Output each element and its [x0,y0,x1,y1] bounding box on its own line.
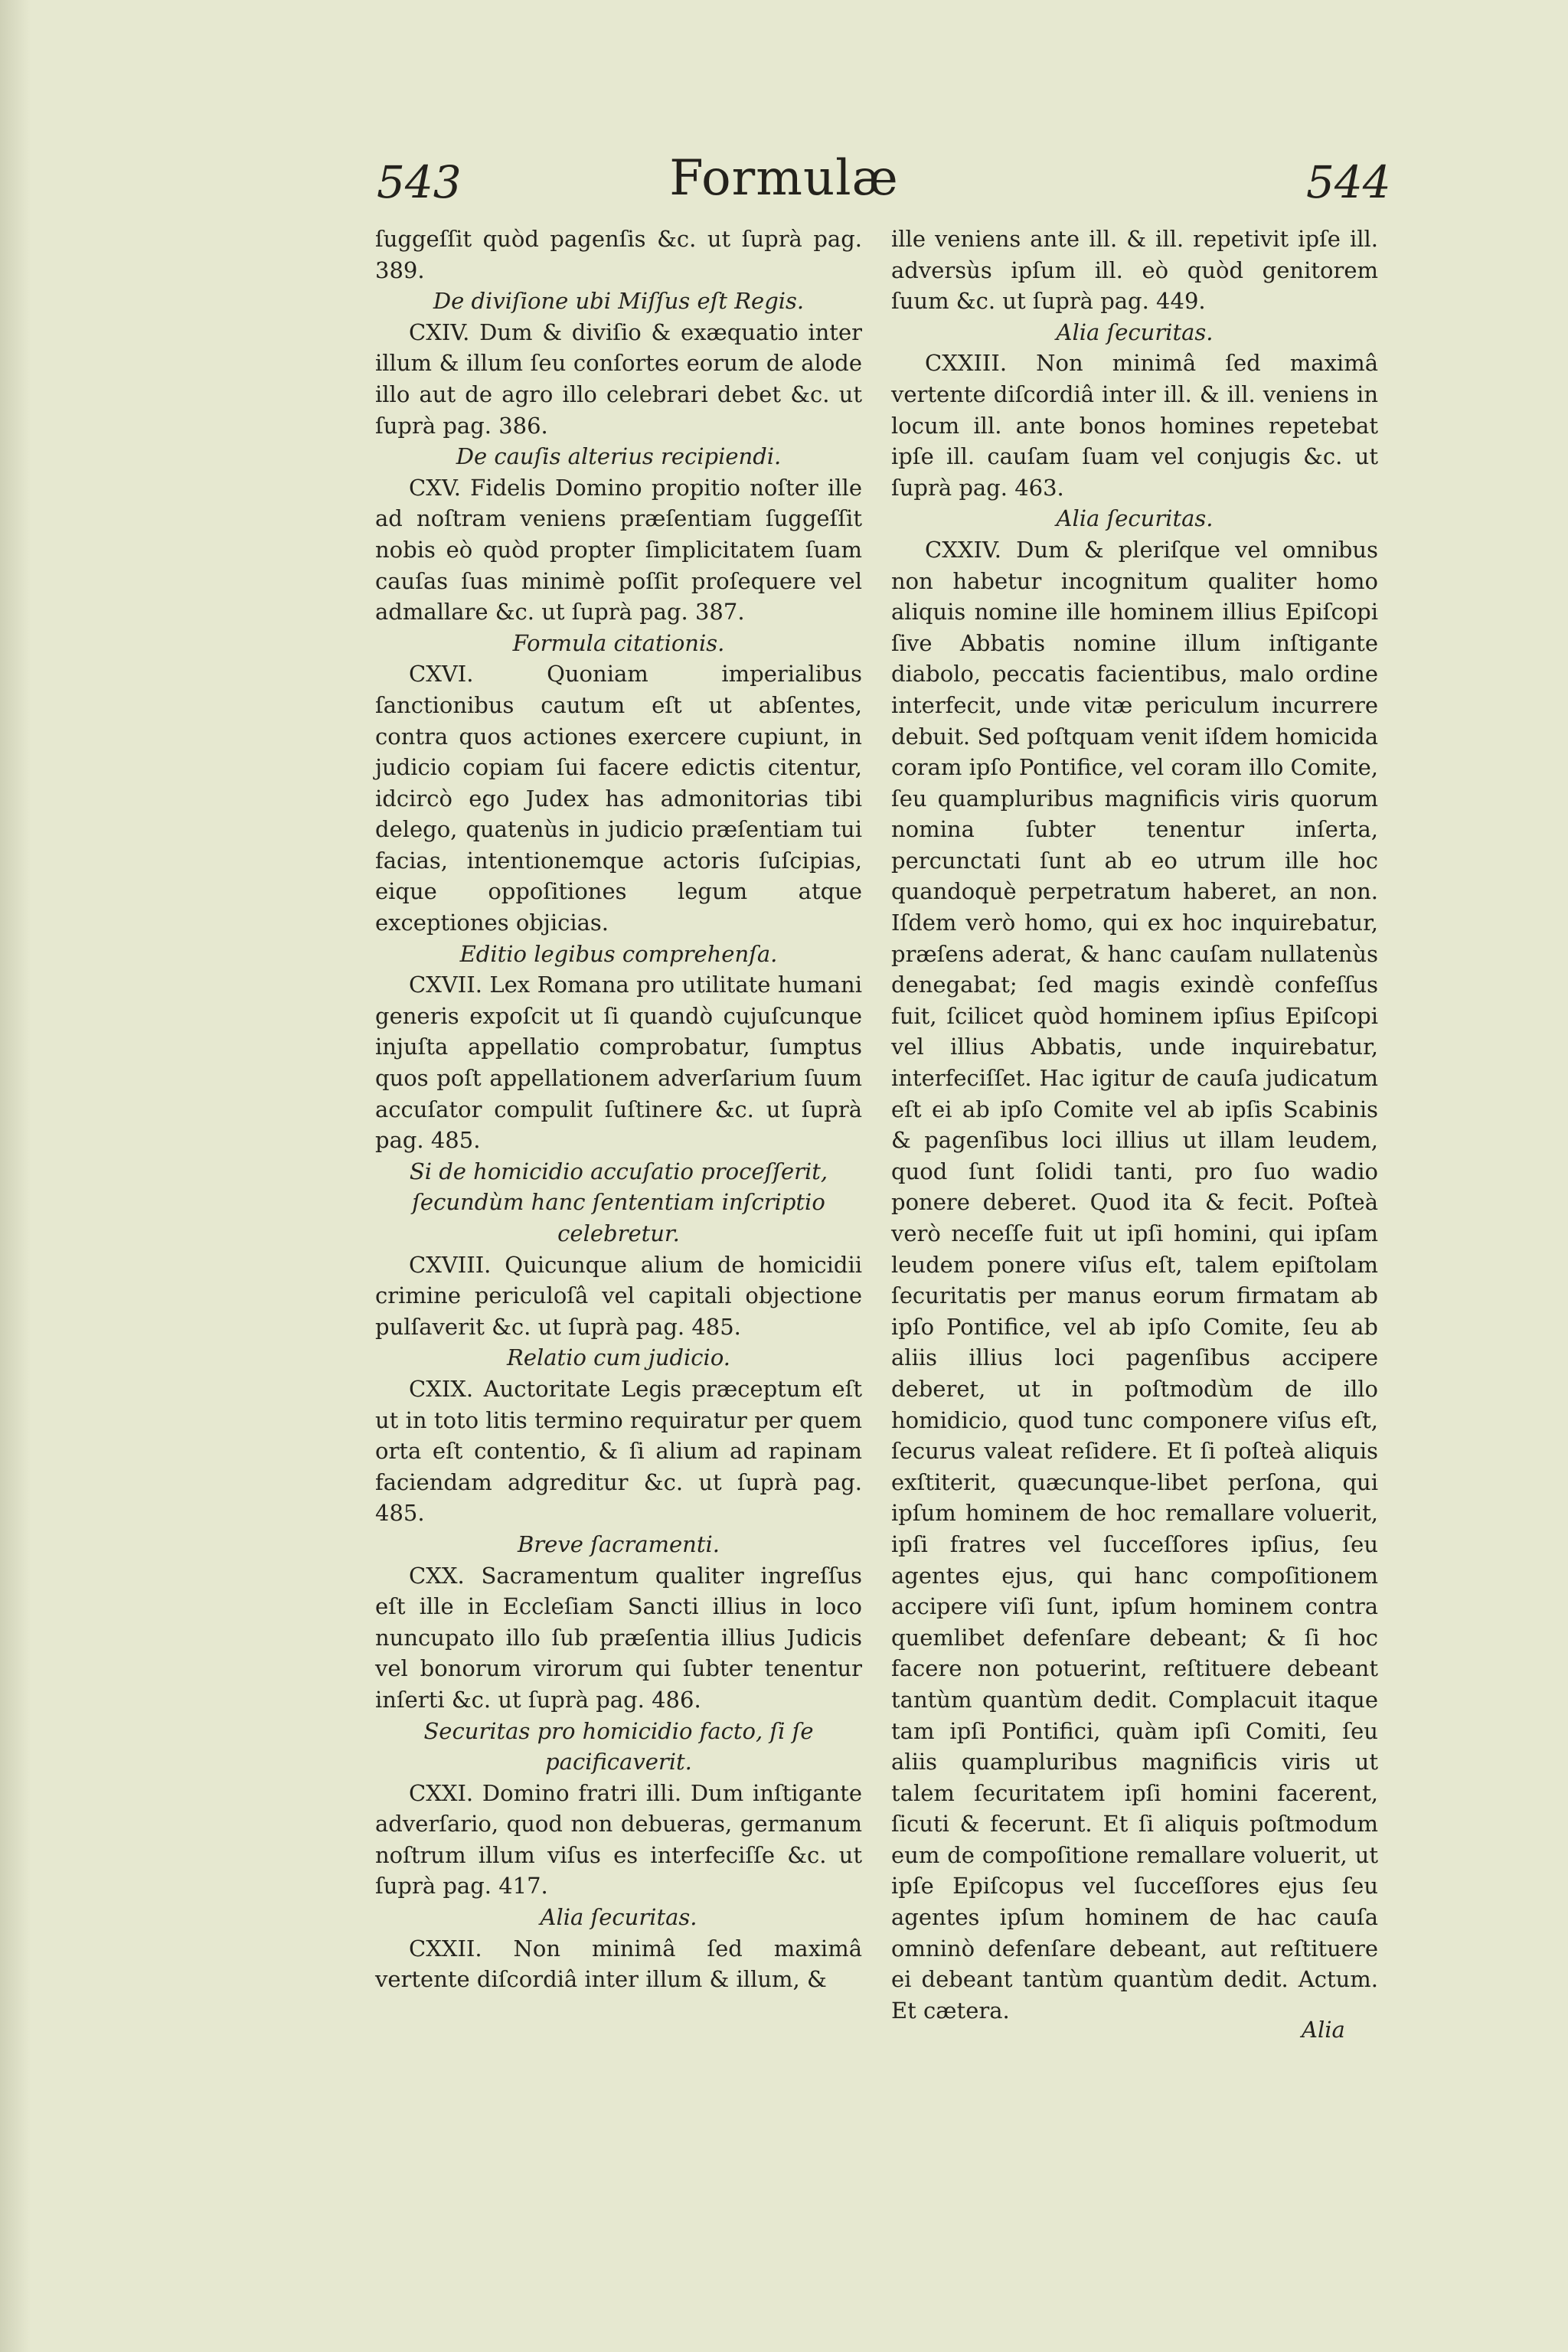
formula-paragraph: CXX. Sacramentum qualiter ingreſſus eſt ille in Eccleſiam Sancti illius in loco nuncupato illo ſub præſentia illius Judicis vel bonorum virorum qui ſubter tenentur inſerti &c. ut ſuprà pag. 486. [375,1562,862,1713]
catchword: Alia [1302,2017,1345,2043]
section-heading: Alia ſecuritas. [1056,318,1214,345]
section-heading: Breve ſacramenti. [517,1530,720,1557]
section-heading: De cauſis alterius recipiendi. [456,443,782,470]
section-heading: Securitas pro homicidio facto, ſi ſe pacificaverit. [423,1717,814,1775]
formula-paragraph: CXXI. Domino fratri illi. Dum inſtigante adverſario, quod non debueras, germanum noſtrum illum viſus es interfeciſſe &c. ut ſuprà pag. 417. [375,1779,862,1900]
formula-paragraph: CXVI. Quoniam imperialibus ſanctionibus cautum eſt ut abſentes, contra quos actiones exercere cupiunt, in judicio copiam ſui facere edictis citentur, idcircò ego Judex has admonitorias tibi delego, quatenùs in judicio præſentiam tui facias, intentionemque actoris ſuſcipias, eique oppoſitiones legum atque exceptiones objicias. [375,661,862,936]
page-title: Formulæ [669,150,899,207]
section-heading: Alia ſecuritas. [540,1904,697,1931]
formula-paragraph: CXV. Fidelis Domino propitio noſter ille ad noſtram veniens præſentiam ſuggeſſit nobis eò quòd propter ſimplicitatem ſuam cauſas ſuas minimè poſſit proſequere vel admallare &c. ut ſuprà pag. 387. [375,474,862,626]
right-text-column [891,224,1378,2026]
section-heading: Si de homicidio accuſatio proceſſerit, ſecundùm hanc ſententiam inſcriptio celebretur. [409,1158,828,1246]
formula-paragraph: CXVIII. Quicunque alium de homicidii crimine periculoſâ vel capitali objectione pulſaverit &c. ut ſuprà pag. 485. [375,1251,862,1340]
section-heading: Alia ſecuritas. [1056,505,1214,532]
running-head [0,150,1568,211]
page-number-left: 543 [377,156,462,208]
continued-paragraph: ſuggeſſit quòd pagenſis &c. ut ſuprà pag. 389. [375,226,862,283]
formula-paragraph: CXXIV. Dum & pleriſque vel omnibus non habetur incognitum qualiter homo aliquis nomine ille hominem illius Epiſcopi ſive Abbatis nomine illum inſtigante diabolo, peccatis facientibus, malo ordine interfecit, unde vitæ periculum incurrere debuit. Sed poſtquam venit iſdem homicida coram ipſo Pontifice, vel coram illo Comite, ſeu quampluribus magnificis viris quorum nomina ſubter tenentur inſerta, percunctati ſunt ab eo utrum ille hoc quandoquè perpetratum haberet, an non. Iſdem verò homo, qui ex hoc inquirebatur, præſens aderat, & hanc cauſam nullatenùs denegabat; ſed magis exindè confeſſus fuit, ſcilicet quòd hominem ipſius Epiſcopi vel illius Abbatis, unde inquirebatur, interfeciſſet. Hac igitur de cauſa judicatum eſt ei ab ipſo Comite vel ab ipſis Scabinis & pagenſibus loci illius ut illam leudem, quod ſunt ſolidi tanti, pro ſuo wadio ponere deberet. Quod ita & fecit. Poſteà verò neceſſe fuit ut ipſi homini, qui ipſam leudem ponere viſus eſt, talem epiſtolam ſecuritatis per manus eorum firmatam ab ipſo Pontifice, vel ab ipſo Comite, ſeu ab aliis illius loci pagenſibus accipere deberet, ut in poſtmodùm de illo homidicio, quod tunc componere viſus eſt, ſecurus valeat reſidere. Et ſi poſteà aliquis exſtiterit, quæcunque-libet perſona, qui ipſum hominem de hoc remallare voluerit, ipſi fratres vel ſucceſſores ipſius, ſeu agentes ejus, qui hanc compoſitionem accipere viſi ſunt, ipſum hominem contra quemlibet defenſare debeant; & ſi hoc facere non potuerint, reſtituere debeant tantùm quantùm dedit. Complacuit itaque tam ipſi Pontifici, quàm ipſi Comiti, ſeu aliis quampluribus magnificis viris ut talem ſecuritatem ipſi homini facerent, ſicuti & fecerunt. Et ſi aliquis poſtmodum eum de compoſitione remallare voluerit, ut ipſe Epiſcopus vel ſucceſſores ejus ſeu agentes ipſum hominem de hac cauſa omninò defenſare debeant, aut reſtituere ei debeant tantùm quantùm dedit. Actum. Et cætera. [891,536,1378,2024]
section-heading: Editio legibus comprehenſa. [459,940,778,967]
section-heading: Relatio cum judicio. [507,1344,730,1371]
section-heading: De diviſione ubi Miſſus eſt Regis. [433,288,805,315]
page-edge-shadow [0,0,31,2352]
formula-paragraph: CXXIII. Non minimâ ſed maximâ vertente diſcordiâ inter ill. & ill. veniens in locum ill. ante bonos homines repetebat ipſe ill. cauſam ſuam vel conjugis &c. ut ſuprà pag. 463. [891,350,1378,501]
section-heading: Formula citationis. [512,629,725,656]
left-text-column [375,224,862,1995]
formula-paragraph: CXIV. Dum & diviſio & exæquatio inter illum & illum ſeu conſortes eorum de alode illo aut de agro illo celebrari debet &c. ut ſuprà pag. 386. [375,318,862,439]
page-number-right: 544 [1306,156,1391,208]
formula-paragraph: CXVII. Lex Romana pro utilitate humani generis expoſcit ut ſi quandò cujuſcunque injuſta appellatio comprobatur, ſumptus quos poſt appellationem adverſarium ſuum accuſator compulit ſuſtinere &c. ut ſuprà pag. 485. [375,972,862,1154]
formula-paragraph: CXIX. Auctoritate Legis præceptum eſt ut in toto litis termino requiratur per quem orta eſt contentio, & ſi alium ad rapinam faciendam adgreditur &c. ut ſuprà pag. 485. [375,1375,862,1527]
continued-paragraph: ille veniens ante ill. & ill. repetivit ipſe ill. adversùs ipſum ill. eò quòd genitorem ſuum &c. ut ſuprà pag. 449. [891,226,1378,315]
formula-paragraph: CXXII. Non minimâ ſed maximâ vertente diſcordiâ inter illum & illum, & [375,1935,862,1993]
